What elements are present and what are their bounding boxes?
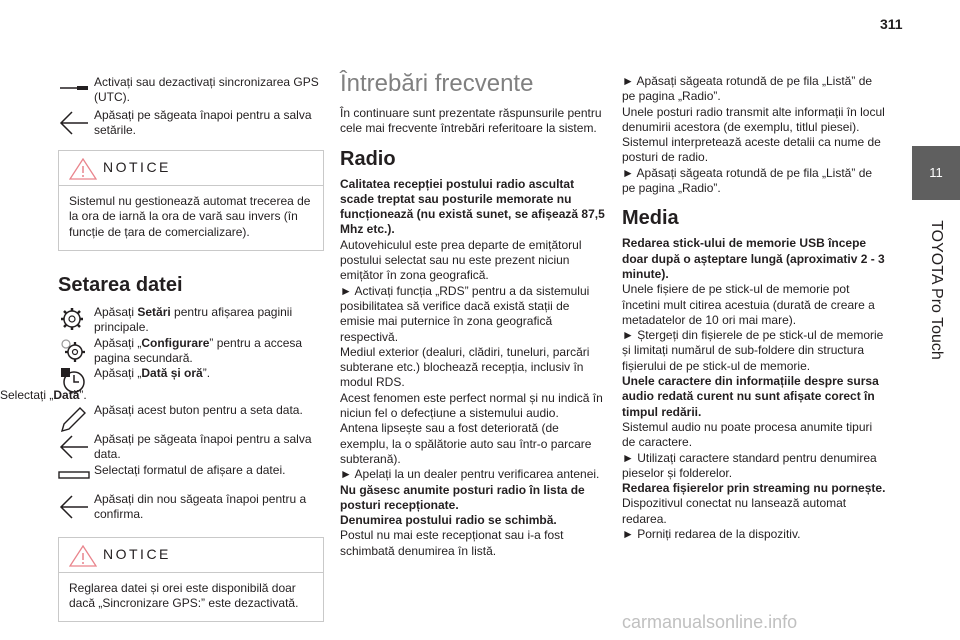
media-answer-1: Unele fișiere de pe stick-ul de memorie pot încetini mult citirea acestuia (durată de creare a metadatelor de 10 ori mai mare).: [622, 282, 875, 327]
radio-answer-3e: ► Apăsați săgeata rotundă de pe fila „Listă” de pe pagina „Radio”.: [622, 165, 873, 196]
chapter-title: [912, 210, 960, 370]
radio-answer-3c: Unele posturi radio transmit alte informații în locul denumirii acestora (de exemplu, titlul piesei).: [622, 104, 885, 134]
gears-icon: [58, 336, 90, 366]
media-answer-2b: ► Utilizați caractere standard pentru denumirea pieselor și folderelor.: [622, 450, 877, 480]
toggle-switch-icon: [58, 75, 90, 105]
column-right: [622, 74, 887, 542]
settings-step: [58, 305, 324, 336]
media-question-1: Redarea stick-ului de memorie USB începe doar după o așteptare lungă (aproximativ 2 - 3 minute).: [622, 236, 885, 281]
back-arrow-icon: [58, 492, 90, 522]
radio-answer-1e: Antena lipsește sau a fost deteriorată (de exemplu, la o spălătorie auto sau într-o parcare subterană).: [340, 421, 592, 466]
gear-icon: [58, 305, 90, 335]
back-arrow-icon: [58, 432, 90, 462]
notice-header: [59, 151, 323, 186]
datetime-step: [58, 366, 324, 381]
media-answer-3: Dispozitivul conectat nu lansează automat redarea.: [622, 496, 847, 526]
step3-post: ”.: [202, 366, 211, 381]
radio-heading: Radio: [340, 147, 396, 170]
sync-step: [58, 75, 324, 106]
radio-answer-1c: Mediul exterior (dealuri, clădiri, tuneluri, parcări subterane etc.) blochează recepția, inclusiv în modul RDS.: [340, 344, 590, 390]
media-answer-2: Sistemul audio nu poate procesa anumite tipuri de caractere.: [622, 419, 873, 450]
media-answer-3b: ► Porniți redarea de la dispozitiv.: [622, 527, 801, 542]
format-text: Selectați formatul de afișare a datei.: [94, 462, 286, 477]
warning-icon: [69, 545, 97, 567]
notice-box-1: [58, 150, 324, 251]
pencil-step: [58, 403, 324, 418]
radio-answer-3b: ► Apăsați săgeata rotundă de pe fila „Listă” de pe pagina „Radio”.: [622, 74, 873, 104]
step1-post: pentru afișarea paginii principale.: [94, 305, 293, 335]
page-number: 311: [880, 16, 903, 32]
radio-answer-1f: ► Apelați la un dealer pentru verificarea antenei.: [340, 467, 600, 482]
format-step: [58, 463, 324, 478]
radio-question-3: Denumirea postului radio se schimbă.: [340, 513, 557, 528]
select-pre: Selectați „: [0, 387, 54, 402]
back2-text: Apăsați pe săgeata înapoi pentru a salva data.: [94, 432, 312, 462]
notice-text: Reglarea datei și orei este disponibilă doar dacă „Sincronizare GPS:” este dezactivată.: [69, 580, 299, 610]
sync-text: Activați sau dezactivați sincronizarea GPS (UTC).: [94, 75, 319, 105]
pencil-text: Apăsați acest buton pentru a seta data.: [94, 402, 303, 417]
configure-step: [58, 336, 324, 367]
select-bold: Dată: [53, 387, 80, 402]
column-left: [0, 75, 324, 622]
column-middle: [340, 70, 605, 559]
notice-header: [59, 538, 323, 573]
notice-label: NOTICE: [103, 159, 171, 176]
warning-icon: [69, 158, 97, 180]
step3-bold: Dată și oră: [141, 366, 203, 381]
pencil-icon: [58, 403, 90, 433]
radio-answer-3: Postul nu mai este recepționat sau i-a fost schimbată denumirea în listă.: [340, 528, 564, 558]
radio-answer-1: Autovehiculul este prea departe de emițătorul postului selectat sau nu este prezent niciun emițător în zona geografică.: [340, 237, 582, 283]
radio-answer-3d: Sistemul interpretează aceste detalii ca nume de posturi de radio.: [622, 135, 881, 165]
notice-label: NOTICE: [103, 545, 171, 562]
media-question-2: Unele caractere din informațiile despre sursa audio redată curent nu sunt afișate corect în timpul redării.: [622, 374, 879, 419]
radio-answer-1b: ► Activați funcția „RDS” pentru a da sistemului posibilitatea să verifice dacă există stații de emisie mai puternice în zona geografică respectivă.: [340, 283, 590, 344]
step2-post: ” pentru a accesa pagina secundară.: [94, 335, 303, 365]
radio-answer-1d: Acest fenomen este perfect normal și nu indică în niciun fel o defecțiune a sistemului audio.: [340, 390, 603, 421]
select-post: ”.: [79, 387, 87, 402]
step2-bold: Configurare: [141, 335, 210, 350]
media-answer-1b: ► Ștergeți din fișierele de pe stick-ul de memorie și limitați numărul de sub-foldere din structura fișierului de pe stick-ul de memorie.: [622, 328, 884, 373]
step3-pre: Apăsați „: [94, 366, 142, 381]
section-title: Setarea datei: [58, 274, 183, 297]
back-step-3: [58, 492, 324, 523]
faq-title: Întrebări frecvente: [340, 70, 534, 97]
back-step-2: [58, 432, 324, 463]
media-heading: Media: [622, 207, 679, 230]
back3-text: Apăsați din nou săgeata înapoi pentru a confirma.: [94, 492, 307, 522]
watermark: carmanualsonline.info: [622, 612, 798, 632]
step1-bold: Setări: [137, 305, 171, 320]
step1-pre: Apăsați: [94, 305, 138, 320]
radio-question-1: Calitatea recepției postului radio ascultat scade treptat sau posturile memorate nu funcționează (nu există sunet, se afișează 87,5 Mhz etc.).: [340, 176, 605, 237]
back-step-1: [58, 108, 324, 139]
faq-intro: În continuare sunt prezentate răspunsurile pentru cele mai frecvente întrebări referitoare la sistem.: [340, 106, 602, 136]
select-date: [0, 388, 324, 403]
notice-text: Sistemul nu gestionează automat trecerea de la ora de iarnă la ora de vară sau invers (în funcție de țara de comercializare).: [69, 194, 311, 239]
radio-question-2: Nu găsesc anumite posturi radio în lista de posturi recepționate.: [340, 482, 585, 512]
format-field-icon: [58, 463, 90, 493]
chapter-title-label: TOYOTA Pro Touch: [928, 220, 945, 360]
media-question-3: Redarea fișierelor prin streaming nu pornește.: [622, 481, 886, 496]
step2-pre: Apăsați „: [94, 335, 142, 350]
notice-box-2: [58, 537, 324, 623]
chapter-tab: 11: [912, 146, 960, 200]
back1-text: Apăsați pe săgeata înapoi pentru a salva setările.: [94, 107, 312, 137]
back-arrow-icon: [58, 108, 90, 138]
